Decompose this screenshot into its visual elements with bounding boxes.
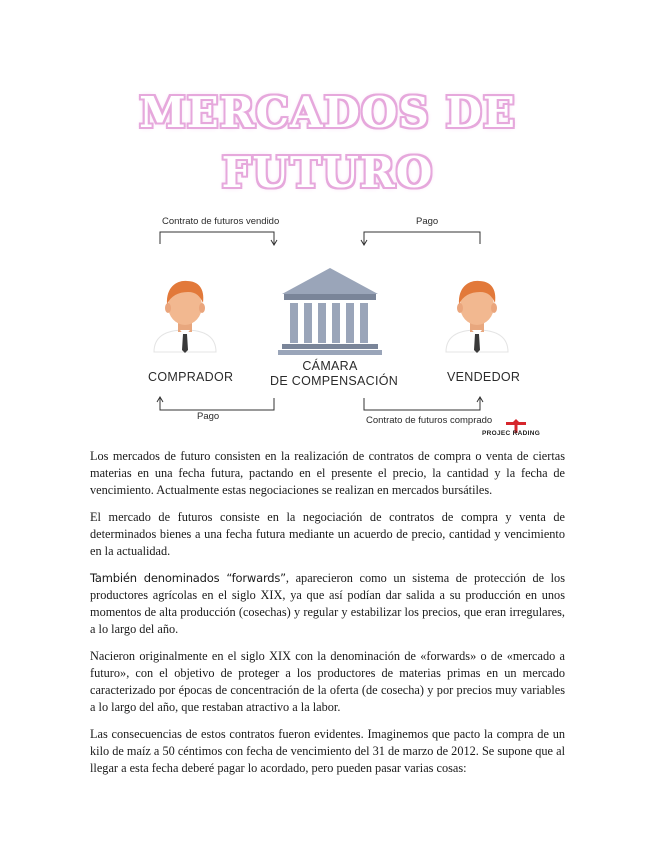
label-comprador: COMPRADOR (148, 370, 234, 384)
title-line-1: MERCADOS DE (139, 88, 516, 137)
label-pago-top: Pago (416, 216, 439, 227)
paragraph-4: Nacieron originalmente en el siglo XIX con la denominación de «forwards» o de «mercado a futuro», con el objetivo de proteger a los productores de materias primas en un mercado caracterizado por épocas de concentración de la oferta (de cosecha) y por precios muy variables a lo largo del año, que restaban atractivo a la labor. (90, 649, 565, 714)
clearing-house-building-icon (278, 268, 382, 355)
page-title (0, 83, 655, 203)
paragraph-1: Los mercados de futuro consisten en la realización de contratos de compra o venta de ciertas materias en una fecha futura, pactando en el presente el precio, la cantidad y la fecha de vencimiento. Actualmente estas negociaciones se realizan en mercados bursátiles. (90, 449, 565, 497)
seller-person-icon (446, 281, 508, 353)
title-line-2: FUTURO (221, 148, 434, 197)
arrow-contrato-comprado (364, 397, 483, 410)
buyer-person-icon (154, 281, 216, 353)
project-trading-logo (482, 419, 552, 441)
paragraph-5: Las consecuencias de estos contratos fueron evidentes. Imaginemos que pacto la compra de un kilo de maíz a 50 céntimos con fecha de vencimiento del 31 de marzo de 2012. Se supone que al llegar a esta fecha deberé pagar lo acordado, pero pueden pasar varias cosas: (90, 727, 565, 775)
label-camara-line1: CÁMARA (302, 359, 358, 373)
label-vendedor: VENDEDOR (447, 370, 521, 384)
arrow-pago-bottom (157, 397, 274, 410)
label-contrato-vendido: Contrato de futuros vendido (162, 216, 280, 227)
article-body (90, 448, 565, 787)
futures-diagram (140, 208, 550, 446)
arrow-contrato-vendido (160, 232, 277, 245)
label-pago-bottom: Pago (197, 411, 220, 422)
paragraph-3 (90, 570, 565, 638)
label-camara-line2: DE COMPENSACIÓN (270, 374, 399, 388)
label-camara (270, 359, 399, 389)
label-contrato-comprado: Contrato de futuros comprado (366, 415, 493, 426)
paragraph-3-rest: , aparecieron como un sistema de protección de los productores agrícolas en el siglo XIX, ya que así podían dar salida a su producción en unos momentos de alta producción (cosechas) y regular y estabilizar los precios, que eran irregulares, a lo largo del año. (90, 571, 565, 636)
arrow-pago-top (361, 232, 480, 245)
logo-text: PROJEC RADING (482, 430, 541, 437)
paragraph-3-lead: También denominados “forwards” (90, 571, 286, 585)
paragraph-2: El mercado de futuros consiste en la negociación de contratos de compra y venta de determinados bienes a una fecha futura mediante un acuerdo de precio, cantidad y vencimiento en la actualidad. (90, 510, 565, 558)
